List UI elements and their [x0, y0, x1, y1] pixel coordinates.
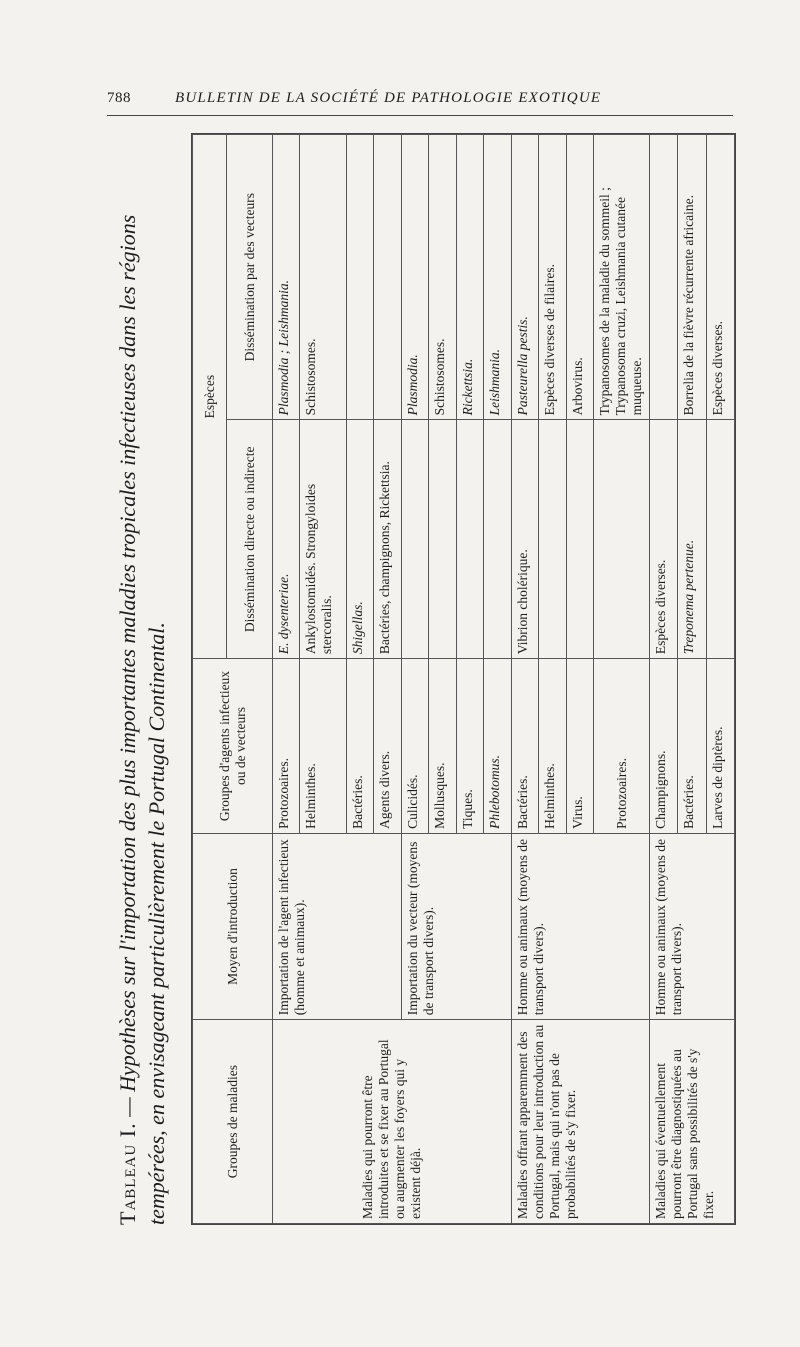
vecteurs-cell: Plasmodia.: [401, 135, 428, 420]
caption-text: — Hypothèses sur l'importation des plus importantes maladies tropicales infectieuses dans les régions tempérées, en envisageant particulièrement le Portugal Continental.: [115, 214, 169, 1225]
header-agents: Groupes d'agents infectieux ou de vecteurs: [193, 659, 273, 834]
means-cell: Importation du vecteur (moyens de transport divers).: [401, 833, 511, 1019]
vecteurs-cell: Espèces diverses de filaires.: [539, 135, 566, 420]
group-cell: Maladies offrant apparemment des conditions pour leur introduction au Portugal, mais qui n'ont pas de probabilités de s'y fixer.: [511, 1020, 649, 1224]
agent-cell: Tiques.: [456, 659, 483, 834]
vecteurs-cell: Trypanosomes de la maladie du sommeil ; Trypanosoma cruzi, Leishmania cutanée muqueuse.: [594, 135, 650, 420]
directe-cell: [539, 420, 566, 659]
agent-cell: Champignons.: [650, 659, 678, 834]
directe-cell: [401, 420, 428, 659]
agent-cell: Larves de diptères.: [706, 659, 734, 834]
hypotheses-table: [192, 134, 735, 1224]
directe-cell: [456, 420, 483, 659]
rotated-table-block: [103, 115, 743, 1225]
header-especes: Espèces: [193, 135, 227, 659]
running-head: BULLETIN DE LA SOCIÉTÉ DE PATHOLOGIE EXOTIQUE: [175, 90, 602, 106]
vecteurs-cell: Leishmania.: [484, 135, 511, 420]
vecteurs-cell: Pasteurella pestis.: [511, 135, 538, 420]
directe-cell: [484, 420, 511, 659]
group-cell: Maladies qui pourront être introduites et se fixer au Portugal ou augmenter les foyers qui y existent déjà.: [273, 1020, 512, 1224]
header-diss-vecteurs: Dissémination par des vecteurs: [227, 135, 273, 420]
table-caption: [113, 130, 171, 1225]
header-moyen: Moyen d'introduction: [193, 833, 273, 1019]
agent-cell: Culicidés.: [401, 659, 428, 834]
vecteurs-cell: [374, 135, 401, 420]
directe-cell: [429, 420, 456, 659]
vecteurs-cell: Schistosomes.: [300, 135, 347, 420]
agent-cell: Bactéries.: [347, 659, 374, 834]
directe-cell: Bactéries, champignons, Rickettsia.: [374, 420, 401, 659]
group-cell: Maladies qui éventuellement pourront être diagnostiquées au Portugal sans possibilités de s'y fixer.: [650, 1020, 735, 1224]
agent-cell: Phlebotomus.: [484, 659, 511, 834]
agent-cell: Agents divers.: [374, 659, 401, 834]
directe-cell: E. dysenteriae.: [273, 420, 300, 659]
directe-cell: Vibrion cholérique.: [511, 420, 538, 659]
directe-cell: Treponema pertenue.: [678, 420, 706, 659]
caption-lead: Tableau I.: [115, 1122, 140, 1225]
means-cell: Homme ou animaux (moyens de transport divers).: [650, 833, 735, 1019]
agent-cell: Virus.: [566, 659, 593, 834]
means-cell: Homme ou animaux (moyens de transport divers).: [511, 833, 649, 1019]
vecteurs-cell: Arbovirus.: [566, 135, 593, 420]
directe-cell: Ankylostomidés. Strongyloides stercoralis.: [300, 420, 347, 659]
agent-cell: Helminthes.: [539, 659, 566, 834]
agent-cell: Protozoaires.: [273, 659, 300, 834]
vecteurs-cell: Rickettsia.: [456, 135, 483, 420]
header-diss-directe: Dissémination directe ou indirecte: [227, 420, 273, 659]
agent-cell: Helminthes.: [300, 659, 347, 834]
vecteurs-cell: Borrelia de la fièvre récurrente africaine.: [678, 135, 706, 420]
agent-cell: Bactéries.: [678, 659, 706, 834]
vecteurs-cell: [347, 135, 374, 420]
vecteurs-cell: Plasmodia ; Leishmania.: [273, 135, 300, 420]
directe-cell: Shigellas.: [347, 420, 374, 659]
directe-cell: [566, 420, 593, 659]
directe-cell: [706, 420, 734, 659]
vecteurs-cell: [650, 135, 678, 420]
directe-cell: [594, 420, 650, 659]
header-groupes: Groupes de maladies: [193, 1020, 273, 1224]
table-frame: [191, 133, 736, 1225]
agent-cell: Protozoaires.: [594, 659, 650, 834]
vecteurs-cell: Espèces diverses.: [706, 135, 734, 420]
agent-cell: Mollusques.: [429, 659, 456, 834]
page-number: 788: [107, 90, 131, 106]
directe-cell: Espèces diverses.: [650, 420, 678, 659]
means-cell: Importation de l'agent infectieux (homme et animaux).: [273, 833, 402, 1019]
vecteurs-cell: Schistosomes.: [429, 135, 456, 420]
agent-cell: Bactéries.: [511, 659, 538, 834]
